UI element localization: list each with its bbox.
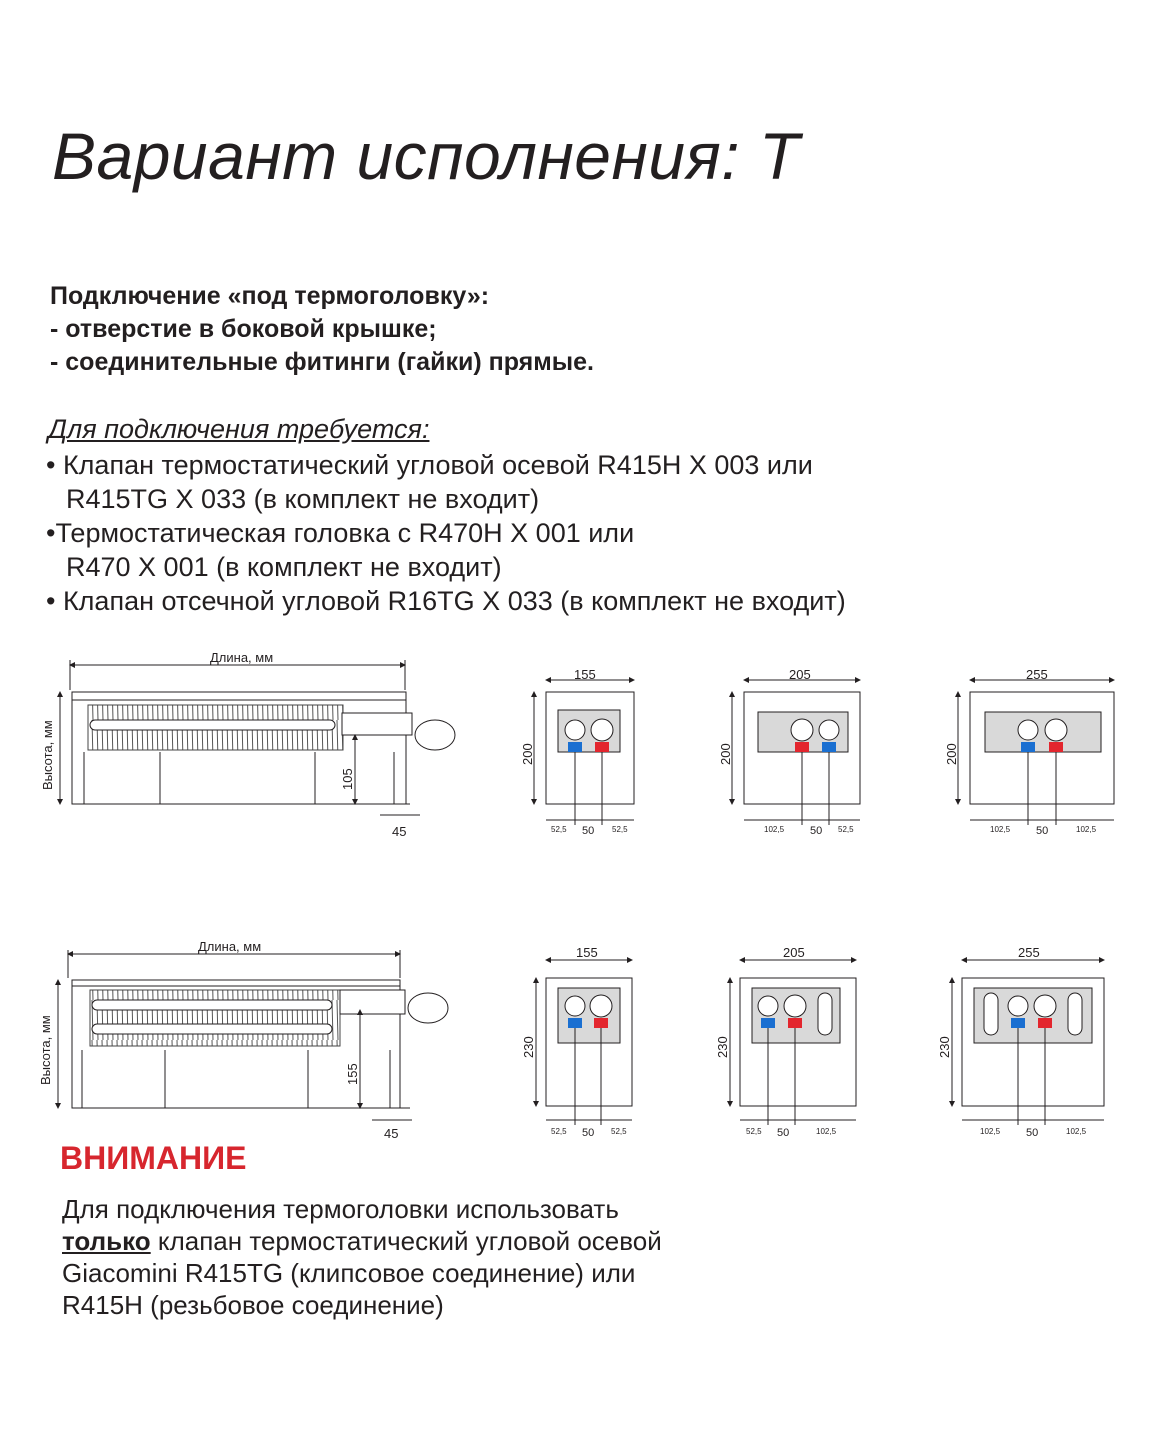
warning-emphasis: только bbox=[62, 1226, 151, 1256]
height-label-row2: Высота, мм bbox=[38, 1015, 53, 1085]
dim-mid: 50 bbox=[777, 1127, 790, 1139]
dim-mid: 50 bbox=[1026, 1127, 1039, 1139]
dim-mid: 50 bbox=[582, 825, 595, 837]
width-label: 205 bbox=[789, 667, 811, 682]
blue-valve bbox=[1011, 1018, 1025, 1028]
front-view-155-200 bbox=[520, 667, 634, 837]
front-view-205-230 bbox=[715, 945, 856, 1139]
dim-left: 52,5 bbox=[551, 1127, 567, 1136]
requirement-item-1-cont: R415TG X 033 (в комплект не входит) bbox=[66, 484, 540, 514]
blue-valve bbox=[1021, 742, 1035, 752]
connection-height-row2: 155 bbox=[345, 1063, 360, 1085]
height-value: 200 bbox=[718, 743, 733, 765]
width-label: 155 bbox=[574, 667, 596, 682]
connection-height-row1: 105 bbox=[340, 768, 355, 790]
dim-left: 102,5 bbox=[990, 825, 1011, 834]
offset-row2: 45 bbox=[384, 1126, 399, 1141]
dim-right: 52,5 bbox=[612, 825, 628, 834]
requirements-heading: Для подключения требуется: bbox=[48, 414, 430, 444]
red-valve bbox=[595, 742, 609, 752]
offset-row1: 45 bbox=[392, 824, 407, 839]
width-label: 155 bbox=[576, 945, 598, 960]
warning-title: ВНИМАНИЕ bbox=[60, 1140, 247, 1176]
connection-item-fittings: - соединительные фитинги (гайки) прямые. bbox=[50, 348, 594, 376]
dim-left: 52,5 bbox=[746, 1127, 762, 1136]
red-valve bbox=[1049, 742, 1063, 752]
requirement-item-2 bbox=[46, 518, 634, 549]
connection-item-side-hole: - отверстие в боковой крышке; bbox=[50, 315, 437, 343]
connection-heading: Подключение «под термоголовку»: bbox=[50, 282, 490, 310]
red-valve bbox=[788, 1018, 802, 1028]
front-view-205-200 bbox=[718, 667, 860, 837]
bullet: • bbox=[46, 586, 56, 616]
dim-left: 102,5 bbox=[764, 825, 785, 834]
requirement-item-2-cont: R470 X 001 (в комплект не входит) bbox=[66, 552, 502, 582]
dim-right: 52,5 bbox=[838, 825, 854, 834]
technical-drawings bbox=[0, 620, 1162, 1150]
blue-valve bbox=[568, 742, 582, 752]
side-view-row2 bbox=[58, 950, 448, 1120]
front-view-255-230 bbox=[937, 945, 1104, 1139]
height-label-row1: Высота, мм bbox=[40, 720, 55, 790]
width-label: 205 bbox=[783, 945, 805, 960]
requirement-item-3 bbox=[46, 586, 846, 617]
dim-right: 102,5 bbox=[816, 1127, 837, 1136]
dim-right: 102,5 bbox=[1076, 825, 1097, 834]
dim-mid: 50 bbox=[1036, 825, 1049, 837]
warning-line-3: Giacomini R415TG (клипсовое соединение) или bbox=[62, 1258, 636, 1288]
length-label-row1: Длина, мм bbox=[210, 650, 274, 665]
dim-left: 102,5 bbox=[980, 1127, 1001, 1136]
requirement-text: Клапан отсечной угловой R16TG X 033 (в комплект не входит) bbox=[55, 586, 846, 616]
length-label-row2: Длина, мм bbox=[198, 939, 262, 954]
requirement-text: Термостатическая головка с R470H X 001 или bbox=[55, 518, 635, 548]
side-view-row1 bbox=[60, 660, 455, 815]
red-valve bbox=[594, 1018, 608, 1028]
warning-line-1: Для подключения термоголовки использовать bbox=[62, 1194, 619, 1224]
front-view-155-230 bbox=[521, 945, 632, 1139]
red-valve bbox=[795, 742, 809, 752]
dim-left: 52,5 bbox=[551, 825, 567, 834]
height-value: 230 bbox=[715, 1036, 730, 1058]
height-value: 200 bbox=[520, 743, 535, 765]
dim-mid: 50 bbox=[582, 1127, 595, 1139]
dim-right: 102,5 bbox=[1066, 1127, 1087, 1136]
dim-mid: 50 bbox=[810, 825, 823, 837]
requirement-item-1 bbox=[46, 450, 813, 481]
height-value: 230 bbox=[937, 1036, 952, 1058]
blue-valve bbox=[568, 1018, 582, 1028]
width-label: 255 bbox=[1018, 945, 1040, 960]
height-value: 230 bbox=[521, 1036, 536, 1058]
height-value: 200 bbox=[944, 743, 959, 765]
requirement-text: Клапан термостатический угловой осевой R415H X 003 или bbox=[55, 450, 813, 480]
width-label: 255 bbox=[1026, 667, 1048, 682]
blue-valve bbox=[761, 1018, 775, 1028]
warning-line-2 bbox=[62, 1226, 662, 1257]
blue-valve bbox=[822, 742, 836, 752]
red-valve bbox=[1038, 1018, 1052, 1028]
bullet: • bbox=[46, 450, 56, 480]
page-title: Вариант исполнения: Т bbox=[52, 119, 800, 193]
dim-right: 52,5 bbox=[611, 1127, 627, 1136]
front-view-255-200 bbox=[944, 667, 1114, 837]
warning-line-2-text: клапан термостатический угловой осевой bbox=[150, 1226, 662, 1256]
warning-line-4: R415H (резьбовое соединение) bbox=[62, 1290, 444, 1320]
bullet: • bbox=[46, 518, 56, 548]
